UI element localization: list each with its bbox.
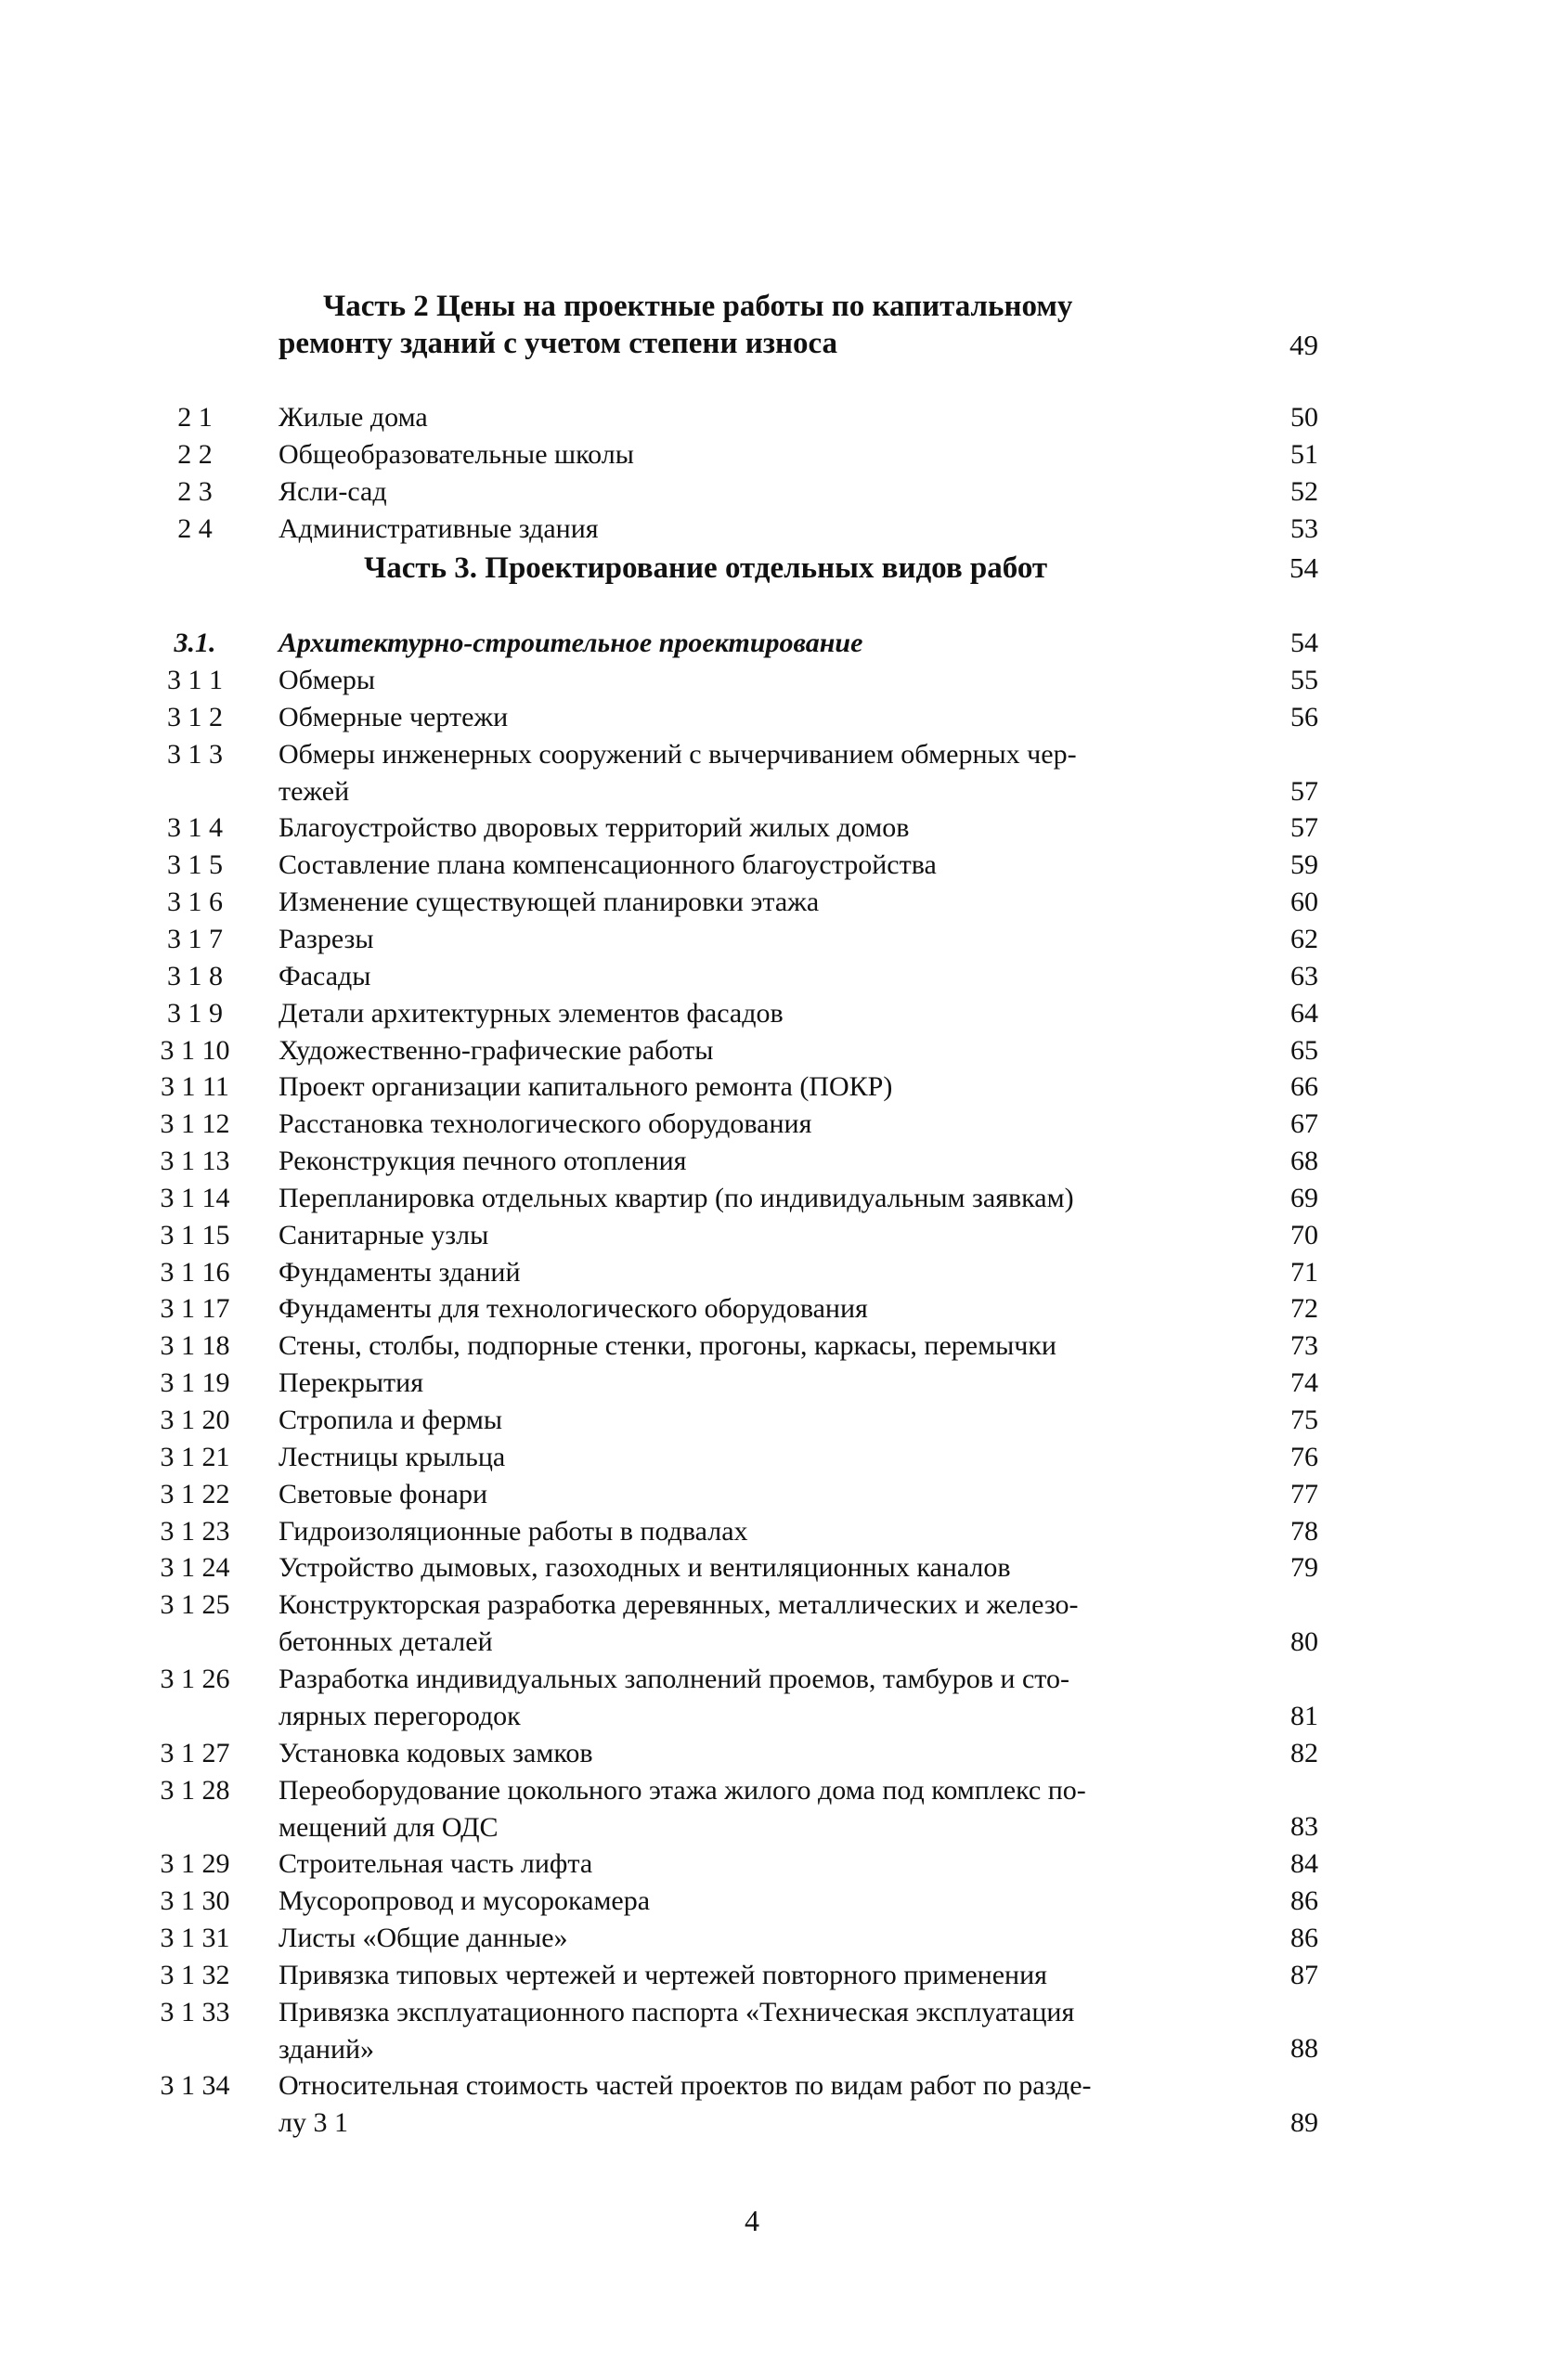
- toc-row-title-line: Листы «Общие данные»: [279, 1922, 568, 1953]
- toc-row-page: 65: [1290, 1034, 1318, 1066]
- toc-row-title: [279, 1106, 1179, 1143]
- toc-row-number: 3 1 18: [160, 1330, 230, 1362]
- toc-row-title-line: Ясли-сад: [279, 476, 387, 507]
- toc-row-title: [279, 662, 1179, 699]
- toc-row-title-line: лу 3 1: [279, 2107, 348, 2139]
- section-3-1-title: Архитектурно-строительное проектирование: [279, 628, 863, 658]
- toc-row-number: 3 1 32: [160, 1959, 230, 1990]
- toc-row-title: [279, 1402, 1179, 1439]
- toc-row-title: [279, 1549, 1179, 1586]
- toc-row-number: 3 1 1: [167, 665, 223, 695]
- part3-heading: Часть 3. Проектирование отдельных видов работ: [364, 551, 1048, 585]
- toc-row-title: [279, 1957, 1179, 1994]
- toc-row-title-line: Переоборудование цокольного этажа жилого дома под комплекс по-: [279, 1774, 1086, 1806]
- toc-row-number: 3 1 30: [160, 1885, 230, 1917]
- toc-row-page: 68: [1290, 1146, 1318, 1177]
- toc-row-page: 83: [1290, 1811, 1318, 1843]
- toc-row-title: [279, 1513, 1179, 1550]
- toc-row-title: [279, 847, 1179, 884]
- page-number: 4: [745, 2204, 759, 2237]
- toc-row-title-line: Обмерные чертежи: [279, 701, 509, 732]
- toc-row-title: [279, 1143, 1179, 1180]
- toc-row-number: 3 1 12: [160, 1108, 230, 1140]
- toc-row-title: [279, 1327, 1179, 1365]
- toc-row-number: 3 1 7: [167, 923, 223, 954]
- toc-row-title: [279, 1254, 1179, 1291]
- toc-row-title: [279, 511, 1179, 548]
- toc-row-title-line: Относительная стоимость частей проектов по видам работ по разде-: [279, 2070, 1092, 2102]
- toc-row-title: [279, 1476, 1179, 1513]
- toc-row-title-line: Благоустройство дворовых территорий жилых домов: [279, 812, 910, 844]
- toc-row-title: [279, 1032, 1179, 1069]
- toc-row-title-line: зданий»: [279, 2033, 375, 2065]
- toc-row-page: 80: [1290, 1626, 1318, 1658]
- toc-row-page: 86: [1290, 1922, 1318, 1953]
- toc-row-title: [279, 809, 1179, 847]
- section-3-1-number: 3.1.: [174, 628, 216, 658]
- toc-row-title: [279, 1661, 1179, 1735]
- toc-row-number: 3 1 26: [160, 1663, 230, 1694]
- toc-row-page: 63: [1290, 960, 1318, 991]
- toc-row-title-line: Строительная часть лифта: [279, 1848, 593, 1880]
- toc-row-title-line: Лестницы крыльца: [279, 1441, 506, 1472]
- toc-row-title: [279, 1290, 1179, 1327]
- toc-row-number: 3 1 4: [167, 812, 223, 844]
- toc-row-title: [279, 1735, 1179, 1772]
- toc-row-number: 3 1 19: [160, 1367, 230, 1399]
- toc-row-page: 62: [1290, 923, 1318, 954]
- toc-row-title-line: Обмеры инженерных сооружений с вычерчиванием обмерных чер-: [279, 738, 1077, 770]
- toc-row-title: [279, 1068, 1179, 1106]
- part2-heading-page: 49: [1289, 329, 1318, 361]
- toc-row-page: 59: [1290, 849, 1318, 881]
- toc-row-page: 82: [1290, 1737, 1318, 1768]
- toc-row-number: 3 1 2: [167, 701, 223, 732]
- toc-row-number: 3 1 28: [160, 1774, 230, 1806]
- toc-row-title-line: Разрезы: [279, 923, 374, 954]
- toc-row-number: 3 1 22: [160, 1478, 230, 1509]
- toc-row-number: 3 1 25: [160, 1589, 230, 1621]
- toc-row-title: [279, 1994, 1179, 2068]
- toc-row-number: 2 4: [177, 513, 213, 544]
- toc-row-page: 87: [1290, 1959, 1318, 1990]
- toc-row-title-line: Общеобразовательные школы: [279, 439, 634, 470]
- toc-row-number: 3 1 17: [160, 1293, 230, 1325]
- toc-row-title: [279, 1439, 1179, 1476]
- toc-row-number: 3 1 31: [160, 1922, 230, 1953]
- toc-row-number: 3 1 20: [160, 1405, 230, 1435]
- toc-row-page: 67: [1290, 1108, 1318, 1140]
- toc-row-title-line: Мусоропровод и мусорокамера: [279, 1885, 651, 1917]
- toc-row-title-line: Составление плана компенсационного благоустройства: [279, 849, 937, 881]
- section-3-1-page: 54: [1290, 628, 1318, 658]
- toc-row-page: 88: [1290, 2033, 1318, 2065]
- toc-row-title: [279, 2067, 1179, 2142]
- toc-row-number: 3 1 24: [160, 1552, 230, 1584]
- toc-row-page: 51: [1290, 439, 1318, 470]
- toc-row-page: 66: [1290, 1071, 1318, 1103]
- toc-row-number: 3 1 16: [160, 1256, 230, 1288]
- toc-row-title: [279, 958, 1179, 995]
- toc-row-title-line: бетонных деталей: [279, 1626, 493, 1658]
- toc-row-page: 84: [1290, 1848, 1318, 1880]
- toc-row-title-line: Жилые дома: [279, 402, 428, 433]
- toc-row-number: 3 1 3: [167, 738, 223, 770]
- toc-row-number: 3 1 14: [160, 1182, 230, 1213]
- toc-row-number: 3 1 21: [160, 1441, 230, 1472]
- toc-row-title: [279, 1586, 1179, 1661]
- toc-row-page: 81: [1290, 1700, 1318, 1731]
- toc-row-title-line: Конструкторская разработка деревянных, металлических и железо-: [279, 1589, 1079, 1621]
- part3-heading-page: 54: [1289, 551, 1318, 584]
- toc-row-page: 60: [1290, 887, 1318, 918]
- toc-row-title-line: Детали архитектурных элементов фасадов: [279, 997, 784, 1029]
- toc-row-title: [279, 995, 1179, 1032]
- toc-row-title-line: Изменение существующей планировки этажа: [279, 887, 820, 918]
- toc-row-page: 73: [1290, 1330, 1318, 1362]
- toc-row-page: 75: [1290, 1405, 1318, 1435]
- toc-row-number: 3 1 6: [167, 887, 223, 918]
- toc-row-title: [279, 1920, 1179, 1957]
- toc-row-number: 3 1 8: [167, 960, 223, 991]
- toc-row-title: [279, 921, 1179, 958]
- part2-heading-line2: ремонту зданий с учетом степени износа: [279, 327, 838, 360]
- toc-row-number: 3 1 15: [160, 1219, 230, 1250]
- toc-row-number: 3 1 33: [160, 1996, 230, 2027]
- toc-row-number: 3 1 10: [160, 1034, 230, 1066]
- toc-row-page: 53: [1290, 513, 1318, 544]
- toc-row-title-line: Перепланировка отдельных квартир (по индивидуальным заявкам): [279, 1182, 1074, 1213]
- toc-row-title-line: Художественно-графические работы: [279, 1034, 714, 1066]
- toc-row-page: 52: [1290, 476, 1318, 507]
- toc-row-title-line: Привязка эксплуатационного паспорта «Техническая эксплуатация: [279, 1996, 1075, 2027]
- toc-row-title: [279, 1845, 1179, 1883]
- toc-row-title-line: Фундаменты зданий: [279, 1256, 521, 1288]
- toc-row-title-line: лярных перегородок: [279, 1700, 521, 1731]
- toc-row-page: 77: [1290, 1478, 1318, 1509]
- toc-row-title-line: Установка кодовых замков: [279, 1737, 593, 1768]
- toc-row-title: [279, 399, 1179, 436]
- toc-row-title-line: Стены, столбы, подпорные стенки, прогоны, каркасы, перемычки: [279, 1330, 1056, 1362]
- toc-row-title: [279, 1883, 1179, 1920]
- toc-row-title-line: Административные здания: [279, 513, 599, 544]
- toc-row-number: 3 1 11: [161, 1071, 229, 1103]
- toc-row-number: 3 1 9: [167, 997, 223, 1029]
- toc-row-page: 72: [1290, 1293, 1318, 1325]
- toc-row-title-line: Реконструкция печного отопления: [279, 1146, 687, 1177]
- toc-row-title-line: Обмеры: [279, 665, 376, 695]
- toc-row-title: [279, 699, 1179, 736]
- toc-row-page: 79: [1290, 1552, 1318, 1584]
- toc-row-title: [279, 1180, 1179, 1217]
- toc-row-title-line: Перекрытия: [279, 1367, 423, 1399]
- toc-row-number: 2 3: [177, 476, 213, 507]
- toc-row-title-line: Проект организации капитального ремонта (ПОКР): [279, 1071, 893, 1103]
- toc-row-title-line: Разработка индивидуальных заполнений проемов, тамбуров и сто-: [279, 1663, 1069, 1694]
- toc-row-title: [279, 1772, 1179, 1846]
- toc-row-title-line: Привязка типовых чертежей и чертежей повторного применения: [279, 1959, 1047, 1990]
- toc-row-title-line: Стропила и фермы: [279, 1405, 502, 1435]
- toc-row-number: 3 1 34: [160, 2070, 230, 2102]
- toc-row-page: 74: [1290, 1367, 1318, 1399]
- toc-row-title: [279, 736, 1179, 810]
- toc-row-number: 2 2: [177, 439, 213, 470]
- toc-row-page: 69: [1290, 1182, 1318, 1213]
- part2-heading-line1: Часть 2 Цены на проектные работы по капитальному: [323, 290, 1073, 323]
- toc-row-page: 89: [1290, 2107, 1318, 2139]
- toc-row-title-line: Световые фонари: [279, 1478, 488, 1509]
- toc-row-page: 76: [1290, 1441, 1318, 1472]
- toc-row-title-line: мещений для ОДС: [279, 1811, 499, 1843]
- toc-row-page: 56: [1290, 701, 1318, 732]
- toc-row-page: 57: [1290, 812, 1318, 844]
- toc-row-page: 55: [1290, 665, 1318, 695]
- toc-row-number: 3 1 29: [160, 1848, 230, 1880]
- toc-row-title-line: Санитарные узлы: [279, 1219, 489, 1250]
- toc-row-number: 3 1 27: [160, 1737, 230, 1768]
- toc-row-title-line: Фундаменты для технологического оборудования: [279, 1293, 868, 1325]
- toc-row-page: 50: [1290, 402, 1318, 433]
- toc-row-title-line: тежей: [279, 775, 350, 807]
- toc-row-page: 70: [1290, 1219, 1318, 1250]
- toc-row-number: 3 1 5: [167, 849, 223, 881]
- toc-row-number: 3 1 13: [160, 1146, 230, 1177]
- toc-row-page: 71: [1290, 1256, 1318, 1288]
- toc-row-title-line: Расстановка технологического оборудования: [279, 1108, 812, 1140]
- toc-row-page: 78: [1290, 1515, 1318, 1547]
- toc-row-title-line: Устройство дымовых, газоходных и вентиляционных каналов: [279, 1552, 1011, 1584]
- toc-row-title: [279, 884, 1179, 921]
- toc-row-title-line: Фасады: [279, 960, 371, 991]
- toc-row-title: [279, 1365, 1179, 1402]
- toc-row-page: 64: [1290, 997, 1318, 1029]
- toc-row-title-line: Гидроизоляционные работы в подвалах: [279, 1515, 748, 1547]
- toc-row-title: [279, 473, 1179, 511]
- toc-row-title: [279, 436, 1179, 473]
- toc-row-number: 2 1: [177, 402, 213, 433]
- toc-row-title: [279, 1217, 1179, 1254]
- toc-row-page: 57: [1290, 775, 1318, 807]
- toc-row-number: 3 1 23: [160, 1515, 230, 1547]
- toc-row-page: 86: [1290, 1885, 1318, 1917]
